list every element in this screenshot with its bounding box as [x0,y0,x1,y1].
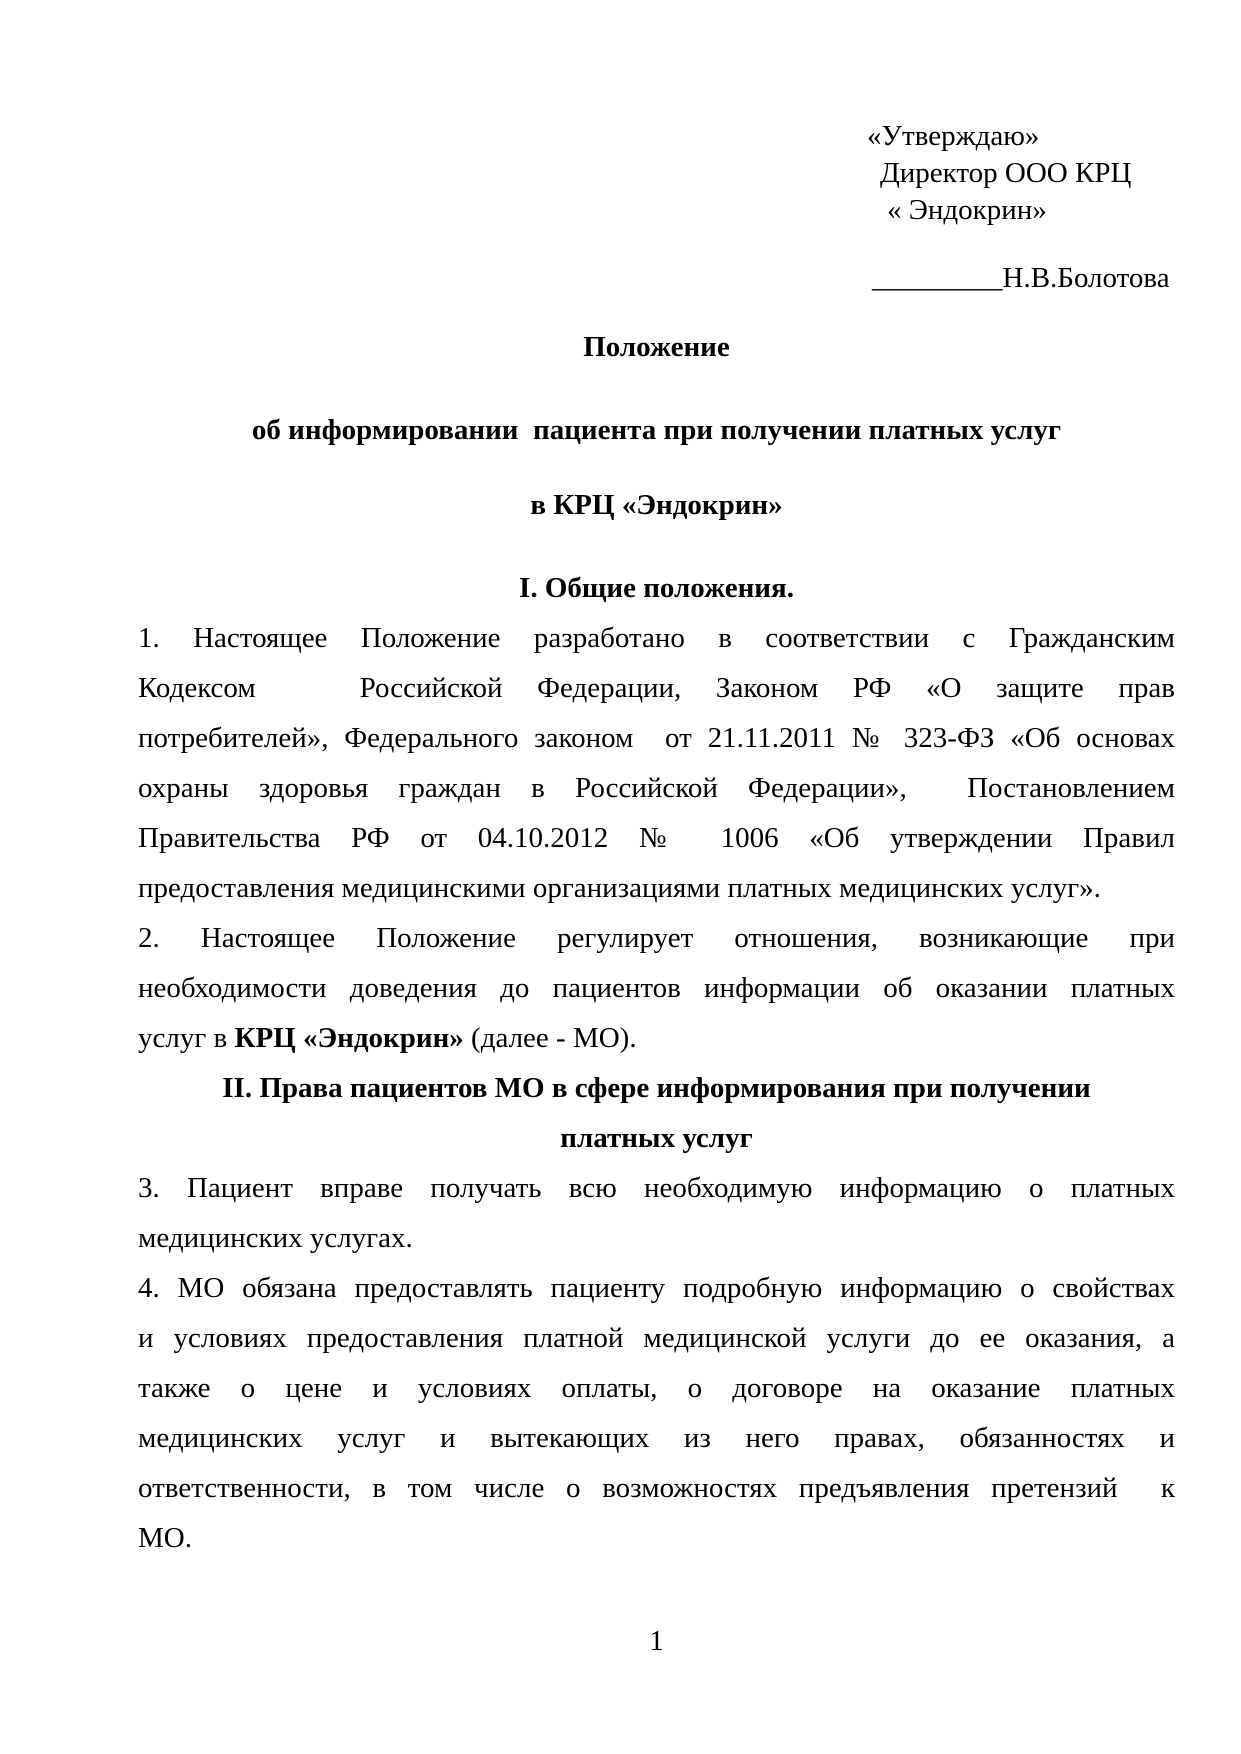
document-title: Положение [583,331,730,363]
signature-line [138,260,1175,297]
body-line: 3. Пациент вправе получать всю необходимую информацию о платных [138,1172,1175,1204]
section-1-heading: I. Общие положения. [519,572,794,604]
section-2-heading-line-1: II. Права пациентов МО в сфере информирования при получении [222,1072,1091,1104]
body-line [138,1013,1175,1063]
body-line: Кодексом Российской Федерации, Законом РФ «О защите прав [138,672,1175,704]
body-line: также о цене и условиях оплаты, о договоре на оказание платных [138,1372,1175,1404]
approval-line-3: « Эндокрин» [887,194,1047,226]
body-text: услуг в [138,1022,235,1054]
body-line: предоставления медицинскими организациями платных медицинских услуг». [138,872,1101,904]
signature-underline: _________ [872,262,1003,294]
body-line: МО. [138,1522,192,1554]
body-line: охраны здоровья граждан в Российской Федерации», Постановлением [138,772,1175,804]
approval-line-1: «Утверждаю» [867,120,1040,152]
document-subtitle: об информировании пациента при получении платных услуг [251,414,1062,446]
paragraph-1 [138,613,1175,913]
paragraph-4 [138,1263,1175,1563]
signature-name: Н.В.Болотова [1002,262,1170,294]
body-line: медицинских услугах. [138,1222,413,1254]
page-number: 1 [649,1625,664,1657]
approval-block [138,118,1175,229]
body-line: ответственности, в том числе о возможностях предъявления претензий к [138,1472,1175,1504]
body-line: 4. МО обязана предоставлять пациенту подробную информацию о свойствах [138,1272,1175,1304]
org-name-bold: КРЦ «Эндокрин» [234,1022,464,1054]
approval-line-2: Директор ООО КРЦ [880,157,1132,189]
body-line: 1. Настоящее Положение разработано в соответствии с Гражданским [138,622,1175,654]
section-2-heading [138,1063,1175,1163]
body-line: потребителей», Федерального законом от 21.11.2011 № 323-ФЗ «Об основах [138,722,1175,754]
section-2-heading-line-2: платных услуг [560,1122,753,1154]
body-line: необходимости доведения до пациентов информации об оказании платных [138,972,1175,1004]
body-line: и условиях предоставления платной медицинской услуги до ее оказания, а [138,1322,1175,1354]
body-text: (далее - МО). [463,1022,637,1054]
paragraph-3 [138,1163,1175,1263]
document-subtitle-org: в КРЦ «Эндокрин» [530,489,783,521]
paragraph-2 [138,913,1175,1063]
body-line: Правительства РФ от 04.10.2012 № 1006 «Об утверждении Правил [138,822,1175,854]
body-line: 2. Настоящее Положение регулирует отношения, возникающие при [138,922,1175,954]
body-line: медицинских услуг и вытекающих из него правах, обязанностях и [138,1422,1175,1454]
